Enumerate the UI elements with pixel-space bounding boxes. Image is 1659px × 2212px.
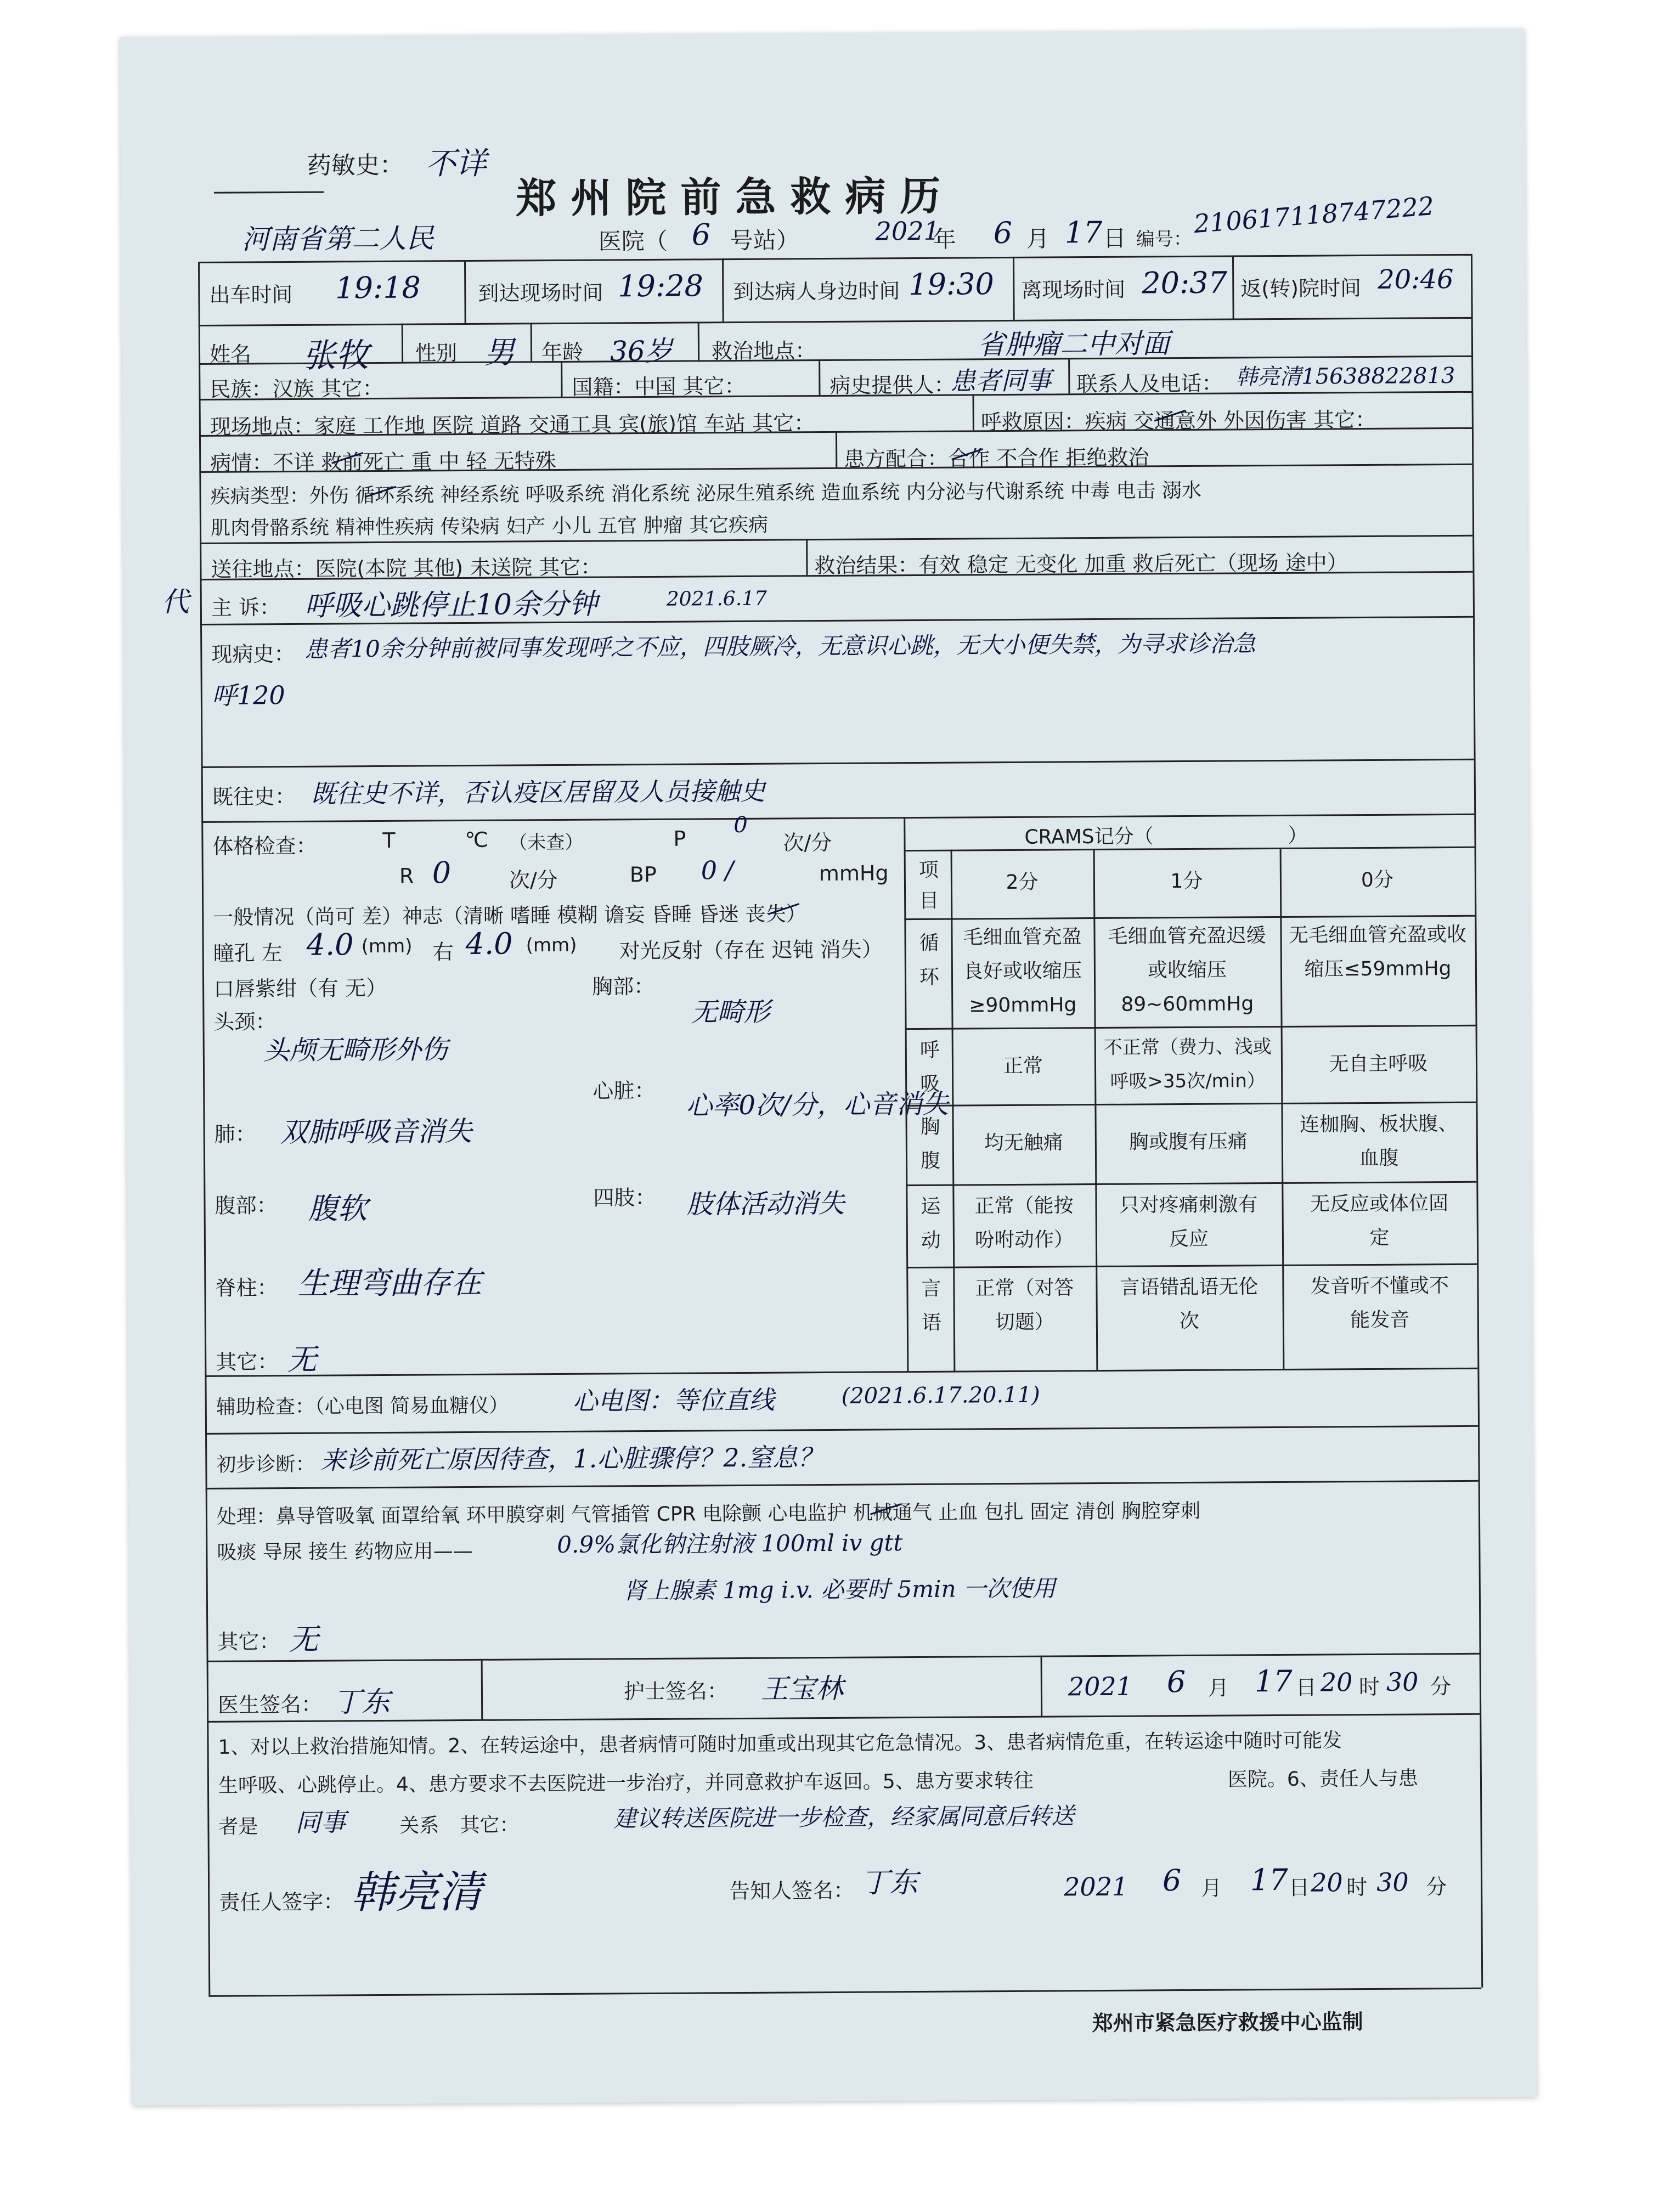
temp-unit: ℃ <box>465 827 489 853</box>
pulse-unit: 次/分 <box>783 830 832 855</box>
crams-row-speech-item: 言语 <box>921 1277 941 1334</box>
complaint-note: 2021.6.17 <box>666 587 768 611</box>
informant-label: 告知人签名： <box>729 1878 855 1904</box>
limbs-label: 四肢： <box>593 1185 656 1210</box>
station-label: 号站） <box>730 227 799 255</box>
chest-label: 胸部： <box>591 974 655 999</box>
disease-type-line2: 肌肉骨骼系统 精神性疾病 传染病 妇产 小儿 五官 肿瘤 其它疾病 <box>210 514 769 540</box>
time-divider-3 <box>1013 257 1015 320</box>
crams-row-circulation-1: 毛细血管充盈迟缓或收缩压89~60mmHg <box>1108 924 1266 1016</box>
auxiliary-time: (2021.6.17.20.11) <box>841 1382 1040 1409</box>
bp-value: 0 / <box>701 855 734 885</box>
treatment-other-value: 无 <box>289 1622 319 1657</box>
resp-label: R <box>399 864 414 888</box>
notice-hour: 20 <box>1310 1867 1343 1898</box>
sign-min: 30 <box>1386 1667 1419 1697</box>
crams-title-line <box>904 847 1475 851</box>
spine-value: 生理弯曲存在 <box>297 1265 482 1302</box>
header-year-label: 年 <box>933 225 956 253</box>
site-label: 现场地点：家庭 工作地 医院 道路 交通工具 宾(旅)馆 车站 其它： <box>210 411 815 439</box>
patient-divider-1 <box>402 324 403 362</box>
sign-min-label: 分 <box>1430 1674 1452 1699</box>
depart-time-value: 19:18 <box>335 270 421 306</box>
ethnicity-label: 民族：汉族 其它： <box>210 376 383 402</box>
time-divider-4 <box>1232 255 1234 318</box>
destination-label: 送往地点：医院(本院 其他) 未送院 其它： <box>211 555 602 582</box>
bp-unit: mmHg <box>819 861 889 886</box>
crams-col-1 <box>951 850 956 1371</box>
general-label: 一般情况（尚可 差）神志（清晰 嗜睡 模糊 谵妄 昏睡 昏迷 丧失） <box>213 902 806 929</box>
crams-row-line-3 <box>905 1102 1476 1107</box>
crams-header-0: 0分 <box>1361 868 1394 892</box>
exam-other-value: 无 <box>287 1342 317 1378</box>
crams-row-circulation-2: 毛细血管充盈良好或收缩压≥90mmHg <box>963 926 1082 1017</box>
crams-row-chest-0: 连枷胸、板状腹、血腹 <box>1300 1112 1458 1170</box>
sign-day-label: 日 <box>1295 1675 1317 1700</box>
chest-value: 无畸形 <box>691 996 770 1028</box>
row-line-14 <box>207 1653 1480 1662</box>
leave-time-value: 20:37 <box>1142 265 1228 301</box>
crams-title: CRAMS记分（ <box>1024 825 1154 849</box>
notice-line2b: 医院。6、责任人与患 <box>1227 1767 1418 1791</box>
row-line-1 <box>199 317 1471 326</box>
notice-min: 30 <box>1376 1867 1409 1897</box>
nurse-value: 王宝林 <box>760 1672 844 1705</box>
pupil-right-unit: (mm) <box>526 934 577 957</box>
pulse-label: P <box>673 826 686 851</box>
footer-supervisor: 郑州市紧急医疗救援中心监制 <box>1092 2010 1363 2036</box>
number-label: 编号： <box>1136 228 1192 251</box>
treatment-line2: 吸痰 导尿 接生 药物应用—— <box>217 1539 473 1564</box>
nationality-label: 国籍：中国 其它： <box>572 374 746 399</box>
sign-divider-1 <box>481 1659 483 1719</box>
crams-title-close: ） <box>1288 824 1308 847</box>
sign-hour: 20 <box>1320 1667 1353 1697</box>
row-line-9 <box>201 759 1474 768</box>
site-divider <box>973 394 974 430</box>
crams-row-speech-2: 正常（对答切题） <box>975 1277 1074 1334</box>
notice-day-label: 日 <box>1289 1875 1310 1900</box>
sign-divider-2 <box>1041 1656 1043 1716</box>
heart-value: 心率0次/分，心音消失 <box>686 1088 949 1121</box>
return-time-value: 20:46 <box>1378 264 1454 295</box>
notice-min-label: 分 <box>1426 1875 1447 1899</box>
header-month: 6 <box>993 215 1013 251</box>
pulse-value: 0 <box>733 812 748 838</box>
light-reflex-label: 对光反射（存在 迟钝 消失） <box>619 937 883 963</box>
crams-row-respiration-2: 正常 <box>1003 1054 1043 1078</box>
present-label: 现病史： <box>211 641 295 667</box>
frame-left <box>198 262 210 1995</box>
patient-divider-2 <box>531 323 532 361</box>
name-value: 张牧 <box>302 336 369 375</box>
sign-month: 6 <box>1166 1664 1186 1700</box>
crams-row-motor-0: 无反应或体位固定 <box>1310 1192 1449 1249</box>
sex-label: 性别 <box>415 341 458 365</box>
crams-row-line-2 <box>905 1025 1476 1030</box>
crams-row-respiration-0: 无自主呼吸 <box>1329 1052 1428 1076</box>
sign-year: 2021 <box>1068 1671 1133 1702</box>
header-year: 2021 <box>875 216 940 246</box>
limbs-value: 肢体活动消失 <box>686 1188 845 1220</box>
disease-type-line1: 疾病类型：外伤 循环系统 神经系统 呼吸系统 消化系统 泌尿生殖系统 造血系统 内分泌与代谢系统 中毒 电击 溺水 <box>210 479 1202 508</box>
complaint-mark: 代 <box>161 586 189 618</box>
frame-right <box>1471 254 1483 1988</box>
depart-time-label: 出车时间 <box>209 282 293 307</box>
crams-row-respiration-item: 呼吸 <box>919 1039 940 1096</box>
header-month-label: 月 <box>1026 225 1049 252</box>
location-value: 省肿瘤二中对面 <box>977 328 1170 361</box>
document-title: 郑州院前急救病历 <box>516 172 955 223</box>
treatment-other-label: 其它： <box>217 1629 280 1654</box>
crams-row-motor-item: 运动 <box>921 1195 941 1252</box>
station-number: 6 <box>691 217 711 252</box>
destination-divider <box>806 539 808 575</box>
crams-row-motor-1: 只对疼痛刺激有反应 <box>1119 1193 1258 1251</box>
lip-label: 口唇紫绀（有 无） <box>213 975 387 1001</box>
hospital-label: 医院（ <box>598 227 668 255</box>
call-reason-label: 呼救原因：疾病 交通意外 外因伤害 其它： <box>980 407 1376 435</box>
sign-month-label: 月 <box>1207 1675 1229 1700</box>
record-paper <box>120 29 1537 2106</box>
crams-row-speech-1: 言语错乱语无伦次 <box>1120 1276 1259 1333</box>
temp-label: T <box>382 828 396 853</box>
treatment-line1: 处理：鼻导管吸氧 面罩给氧 环甲膜穿刺 气管插管 CPR 电除颤 心电监护 机械通气 止血 包扎 固定 清创 胸腔穿刺 <box>216 1499 1201 1528</box>
leave-time-label: 离现场时间 <box>1021 277 1126 302</box>
time-divider-2 <box>722 258 724 321</box>
condition-divider <box>836 431 837 467</box>
head-label: 头颈： <box>213 1009 276 1034</box>
crams-row-motor-2: 正常（能按吩咐动作） <box>974 1194 1074 1252</box>
crams-header-1: 1分 <box>1170 870 1203 893</box>
relation-label: 关系 <box>399 1814 439 1837</box>
notice-month: 6 <box>1162 1863 1182 1898</box>
allergy-value: 不详 <box>425 145 487 182</box>
informant-signature: 丁东 <box>860 1866 918 1900</box>
return-time-label: 返(转)院时间 <box>1240 276 1362 301</box>
contact-value: 韩亮清15638822813 <box>1235 363 1455 390</box>
pupil-left-label: 瞳孔 左 <box>213 941 283 966</box>
doctor-label: 医生签名： <box>217 1692 323 1717</box>
diagnosis-value: 来诊前死亡原因待查，1.心脏骤停？2.窒息？ <box>320 1442 823 1475</box>
crams-header-2: 2分 <box>1006 871 1039 894</box>
hospital-name: 河南省第二人民 <box>241 222 434 256</box>
eth-divider-2 <box>819 359 820 395</box>
treatment-drug-line1: 0.9%氯化钠注射液 100ml iv gtt <box>557 1529 903 1559</box>
notice-month-label: 月 <box>1201 1876 1222 1900</box>
arrive-time-value: 19:28 <box>618 268 704 304</box>
crams-col-2 <box>1093 849 1098 1370</box>
header-day: 17 <box>1064 215 1103 250</box>
diagnosis-label: 初步诊断： <box>216 1453 315 1476</box>
frame-bottom <box>208 1988 1481 1997</box>
doctor-value: 丁东 <box>332 1685 391 1719</box>
cooperation-label: 患方配合：合作 不合作 拒绝救治 <box>844 445 1149 471</box>
crams-row-circulation-0: 无毛细血管充盈或收缩压≤59mmHg <box>1288 923 1467 981</box>
pupil-right-label: 右 <box>432 940 454 964</box>
abdomen-label: 腹部： <box>215 1193 278 1218</box>
auxiliary-value: 心电图：等位直线 <box>572 1385 775 1416</box>
name-label: 姓名 <box>209 342 252 366</box>
pupil-left-value: 4.0 <box>306 927 354 962</box>
crams-row-line-4 <box>906 1181 1476 1186</box>
notice-year: 2021 <box>1063 1871 1128 1902</box>
contact-label: 联系人及电话： <box>1076 371 1223 397</box>
condition-label: 病情：不详 救前死亡 重 中 轻 无特殊 <box>210 449 556 475</box>
pupil-right-value: 4.0 <box>465 926 513 962</box>
auxiliary-label: 辅助检查：（心电图 简易血糖仪） <box>216 1394 509 1419</box>
exam-other-label: 其它： <box>216 1350 279 1374</box>
crams-row-chest-2: 均无触痛 <box>984 1131 1063 1155</box>
lung-label: 肺： <box>214 1122 256 1147</box>
allergy-underline <box>214 191 324 194</box>
sign-day: 17 <box>1254 1663 1293 1699</box>
nurse-label: 护士签名： <box>623 1679 729 1704</box>
notice-line2a: 生呼吸、心跳停止。4、患方要求不去医院进一步治疗，并同意救护车返回。5、患方要求转往 <box>218 1769 1034 1797</box>
crams-row-speech-0: 发音听不懂或不能发音 <box>1310 1274 1449 1332</box>
relation-value: 同事 <box>295 1807 346 1837</box>
notice-day: 17 <box>1250 1862 1288 1898</box>
eth-divider-3 <box>1068 358 1070 393</box>
abdomen-value: 腹软 <box>308 1191 368 1226</box>
bp-label: BP <box>629 862 657 887</box>
allergy-label: 药敏史： <box>307 151 404 180</box>
complaint-label: 主 诉： <box>211 595 281 620</box>
result-label: 救治结果：有效 稳定 无变化 加重 救后死亡（现场 途中） <box>814 550 1348 578</box>
treatment-drug-line2: 肾上腺素 1mg i.v. 必要时 5min 一次使用 <box>623 1575 1056 1605</box>
history-provider-value: 患者同事 <box>950 365 1052 396</box>
row-line-15 <box>207 1713 1480 1723</box>
resp-value: 0 <box>432 855 452 890</box>
arrive-time-label: 到达现场时间 <box>478 280 603 306</box>
resp-unit: 次/分 <box>509 868 558 893</box>
crams-row-respiration-1: 不正常（费力、浅或呼吸>35次/min） <box>1103 1036 1272 1093</box>
past-label: 既往史： <box>212 784 296 809</box>
reach-time-value: 19:30 <box>909 267 995 302</box>
temp-value: （未查） <box>509 831 584 854</box>
pupil-left-unit: (mm) <box>361 935 413 958</box>
lung-value: 双肺呼吸音消失 <box>280 1115 472 1149</box>
row-line-11 <box>205 1368 1477 1377</box>
row-line-12 <box>205 1425 1478 1435</box>
row-line-10 <box>201 814 1474 823</box>
heart-label: 心脏： <box>592 1078 656 1103</box>
notice-hour-label: 时 <box>1346 1875 1368 1900</box>
row-line-13 <box>206 1480 1479 1489</box>
head-value: 头颅无畸形外伤 <box>263 1034 448 1066</box>
crams-row-line-5 <box>906 1263 1477 1268</box>
crams-row-chest-1: 胸或腹有压痛 <box>1128 1130 1248 1154</box>
complaint-value: 呼吸心跳停止10余分钟 <box>304 588 598 623</box>
past-value: 既往史不详，否认疫区居留及人员接触史 <box>311 776 766 809</box>
header-day-label: 日 <box>1103 224 1126 252</box>
exam-title: 体格检查： <box>212 833 317 859</box>
record-number: 210617118747222 <box>1193 190 1435 239</box>
age-value: 36岁 <box>610 335 673 368</box>
sex-value: 男 <box>483 335 515 371</box>
notice-other-value: 建议转送医院进一步检查，经家属同意后转送 <box>613 1802 1075 1832</box>
responsible-label: 责任人签字： <box>219 1889 345 1915</box>
present-value-line2: 呼120 <box>211 680 285 710</box>
present-value-line1: 患者10余分钟前被同事发现呼之不应，四肢厥冷，无意识心跳，无大小便失禁，为寻求诊治急 <box>304 630 1256 663</box>
reach-time-label: 到达病人身边时间 <box>733 279 900 304</box>
crams-header-item: 项目 <box>918 859 939 912</box>
sign-hour-label: 时 <box>1358 1674 1380 1700</box>
spine-label: 脊柱： <box>215 1276 278 1300</box>
age-label: 年龄 <box>541 340 584 365</box>
notice-line1: 1、对以上救治措施知情。2、在转运途中，患者病情可随时加重或出现其它危急情况。3、患者病情危重，在转运途中随时可能发 <box>218 1729 1342 1759</box>
crams-row-chest-item: 胸腹 <box>920 1115 941 1172</box>
location-label: 救治地点： <box>711 338 816 364</box>
eth-divider-1 <box>561 361 562 397</box>
responsible-signature: 韩亮清 <box>350 1866 483 1918</box>
notice-line3: 者是 <box>218 1815 258 1838</box>
crams-col-3 <box>1280 848 1285 1369</box>
history-provider-label: 病史提供人： <box>830 373 955 398</box>
patient-divider-3 <box>698 321 699 360</box>
time-divider-1 <box>464 260 466 323</box>
notice-other-label: 其它： <box>460 1814 520 1837</box>
crams-row-circulation-item: 循环 <box>919 932 940 989</box>
